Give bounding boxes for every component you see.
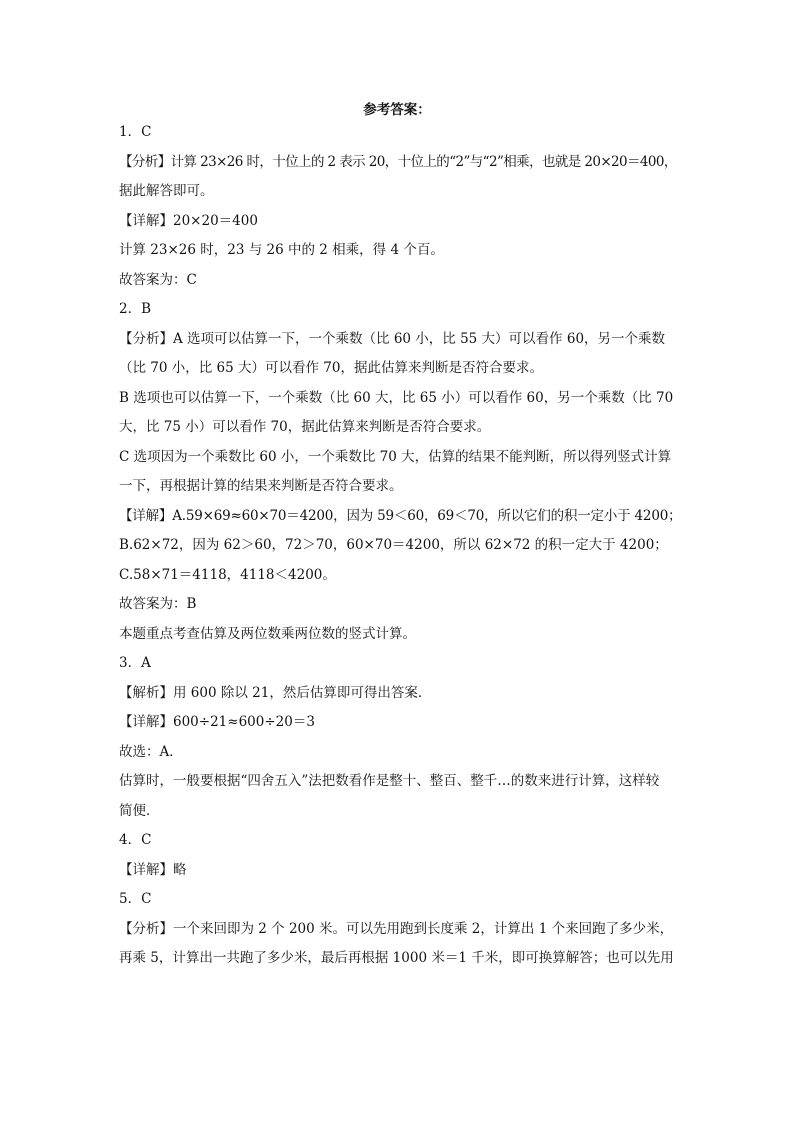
answer-1-detail-line: 计算 23×26 时，23 与 26 中的 2 相乘，得 4 个百。 bbox=[119, 242, 444, 258]
answer-2-note: 本题重点考查估算及两位数乘两位数的竖式计算。 bbox=[119, 625, 416, 642]
answer-1-analysis-line: 【分析】计算 23×26 时，十位上的 2 表示 20，十位上的“2”与“2”相乘，也就是 20×20＝400， bbox=[119, 153, 677, 170]
answer-2-analysis-line: B 选项也可以估算一下，一个乘数（比 60 大，比 65 小）可以看作 60，另一个乘数（比 70 bbox=[119, 389, 674, 406]
answer-4-detail-line: 【详解】略 bbox=[119, 861, 187, 878]
answer-3-number: 3．A bbox=[119, 655, 151, 671]
answer-3-note-line: 估算时，一般要根据“四舍五入”法把数看作是整十、整百、整千…的数来进行计算，这样较 bbox=[119, 773, 660, 789]
answer-1-number: 1．C bbox=[119, 124, 152, 140]
answer-1-detail-line: 【详解】20×20＝400 bbox=[119, 212, 258, 229]
answer-2-number: 2．B bbox=[119, 301, 152, 317]
answer-2-detail-line: C.58×71＝4118，4118＜4200。 bbox=[119, 566, 336, 583]
answer-content bbox=[119, 118, 681, 974]
answer-5-analysis-line: 【分析】一个来回即为 2 个 200 米。可以先用跑到长度乘 2，计算出 1 个来回跑了多少米， bbox=[119, 920, 674, 937]
answer-2-analysis-line: （比 70 小，比 65 大）可以看作 70，据此估算来判断是否符合要求。 bbox=[119, 360, 543, 376]
answer-1-conclusion: 故答案为：C bbox=[119, 271, 197, 288]
answer-2-analysis-line: 大，比 75 小）可以看作 70，据此估算来判断是否符合要求。 bbox=[119, 419, 491, 435]
answer-2-conclusion: 故答案为：B bbox=[119, 596, 197, 612]
answer-2-analysis-line: 一下，再根据计算的结果来判断是否符合要求。 bbox=[119, 478, 403, 494]
answer-2-detail-line: B.62×72，因为 62＞60，72＞70，60×70＝4200，所以 62×72 的积一定大于 4200； bbox=[119, 537, 668, 553]
answer-2-analysis-line: 【分析】A 选项可以估算一下，一个乘数（比 60 小，比 55 大）可以看作 60，另一个乘数 bbox=[119, 330, 666, 347]
answer-5-number: 5．C bbox=[119, 891, 152, 907]
answer-2-detail-line: 【详解】A.59×69≈60×70＝4200，因为 59＜60，69＜70，所以它们的积一定小于 4200； bbox=[119, 507, 682, 524]
answer-4-number: 4．C bbox=[119, 832, 152, 848]
answer-3-detail-line: 【详解】600÷21≈600÷20＝3 bbox=[119, 714, 315, 730]
answer-3-note-line: 简便． bbox=[119, 802, 160, 819]
answer-5-analysis-line: 再乘 5，计算出一共跑了多少米，最后再根据 1000 米＝1 千米，即可换算解答；也可以先用 bbox=[119, 950, 674, 966]
answer-3-conclusion: 故选：A． bbox=[119, 743, 183, 760]
answer-3-analysis-line: 【解析】用 600 除以 21，然后估算即可得出答案． bbox=[119, 684, 432, 701]
answer-key-title: 参考答案： bbox=[363, 102, 431, 118]
answer-1-analysis-line: 据此解答即可。 bbox=[119, 183, 214, 199]
answer-2-analysis-line: C 选项因为一个乘数比 60 小，一个乘数比 70 大，估算的结果不能判断，所以得列竖式计算 bbox=[119, 448, 672, 465]
